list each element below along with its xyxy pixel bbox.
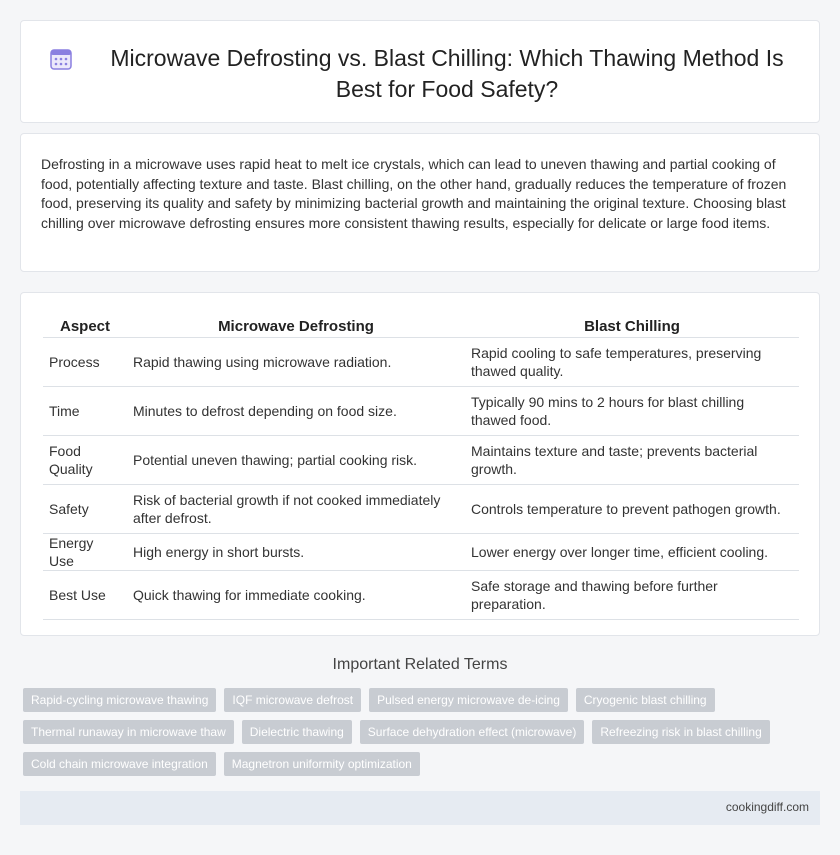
blast-chilling-cell: Maintains texture and taste; prevents bacterial growth.	[465, 435, 799, 484]
related-term-tag[interactable]: Refreezing risk in blast chilling	[592, 720, 769, 744]
header-aspect: Aspect	[43, 315, 127, 337]
table-row	[43, 484, 799, 533]
intro-card	[20, 133, 820, 272]
footer	[20, 791, 820, 825]
related-terms-list	[23, 688, 783, 784]
table-row	[43, 337, 799, 386]
related-term-tag[interactable]: IQF microwave defrost	[224, 688, 361, 712]
blast-chilling-cell: Controls temperature to prevent pathogen growth.	[465, 484, 799, 533]
footer-site-link[interactable]: cookingdiff.com	[725, 800, 809, 814]
related-term-tag[interactable]: Pulsed energy microwave de-icing	[369, 688, 568, 712]
table-row	[43, 435, 799, 484]
related-term-tag[interactable]: Cryogenic blast chilling	[576, 688, 715, 712]
related-term-tag[interactable]: Thermal runaway in microwave thaw	[23, 720, 234, 744]
comparison-card	[20, 292, 820, 636]
related-terms-title: Important Related Terms	[332, 656, 508, 673]
intro-paragraph: Defrosting in a microwave uses rapid heat to melt ice crystals, which can lead to uneven thawing and partial cooking of food, potentially affecting texture and taste. Blast chilling, on the other hand, gradually reduces the temperature of frozen food, preserving its quality and safety by minimizing bacterial growth and maintaining the original texture. Choosing blast chilling over microwave defrosting ensures more consistent thawing results, especially for delicate or large food items.	[41, 156, 787, 231]
microwave-cell: Quick thawing for immediate cooking.	[127, 570, 465, 619]
aspect-cell: Energy Use	[43, 533, 127, 570]
table-row	[43, 570, 799, 619]
aspect-cell: Food Quality	[43, 435, 127, 484]
table-header-row	[43, 315, 799, 337]
microwave-cell: High energy in short bursts.	[127, 533, 465, 570]
page-title: Microwave Defrosting vs. Blast Chilling: Which Thawing Method Is Best for Food Safety?	[110, 45, 784, 102]
aspect-cell: Process	[43, 337, 127, 386]
related-term-tag[interactable]: Cold chain microwave integration	[23, 752, 216, 776]
related-term-tag[interactable]: Dielectric thawing	[242, 720, 352, 744]
microwave-cell: Risk of bacterial growth if not cooked immediately after defrost.	[127, 484, 465, 533]
calendar-icon	[49, 47, 73, 71]
blast-chilling-cell: Lower energy over longer time, efficient cooling.	[465, 533, 799, 570]
comparison-table	[43, 315, 799, 620]
microwave-cell: Potential uneven thawing; partial cooking risk.	[127, 435, 465, 484]
blast-chilling-cell: Typically 90 mins to 2 hours for blast chilling thawed food.	[465, 386, 799, 435]
related-term-tag[interactable]: Magnetron uniformity optimization	[224, 752, 420, 776]
title-card	[20, 20, 820, 123]
header-microwave: Microwave Defrosting	[127, 315, 465, 337]
header-blast-chilling: Blast Chilling	[465, 315, 799, 337]
related-term-tag[interactable]: Surface dehydration effect (microwave)	[360, 720, 585, 744]
aspect-cell: Safety	[43, 484, 127, 533]
related-term-tag[interactable]: Rapid-cycling microwave thawing	[23, 688, 216, 712]
aspect-cell: Best Use	[43, 570, 127, 619]
table-row	[43, 533, 799, 570]
blast-chilling-cell: Safe storage and thawing before further preparation.	[465, 570, 799, 619]
microwave-cell: Minutes to defrost depending on food size.	[127, 386, 465, 435]
table-row	[43, 386, 799, 435]
microwave-cell: Rapid thawing using microwave radiation.	[127, 337, 465, 386]
blast-chilling-cell: Rapid cooling to safe temperatures, preserving thawed quality.	[465, 337, 799, 386]
aspect-cell: Time	[43, 386, 127, 435]
